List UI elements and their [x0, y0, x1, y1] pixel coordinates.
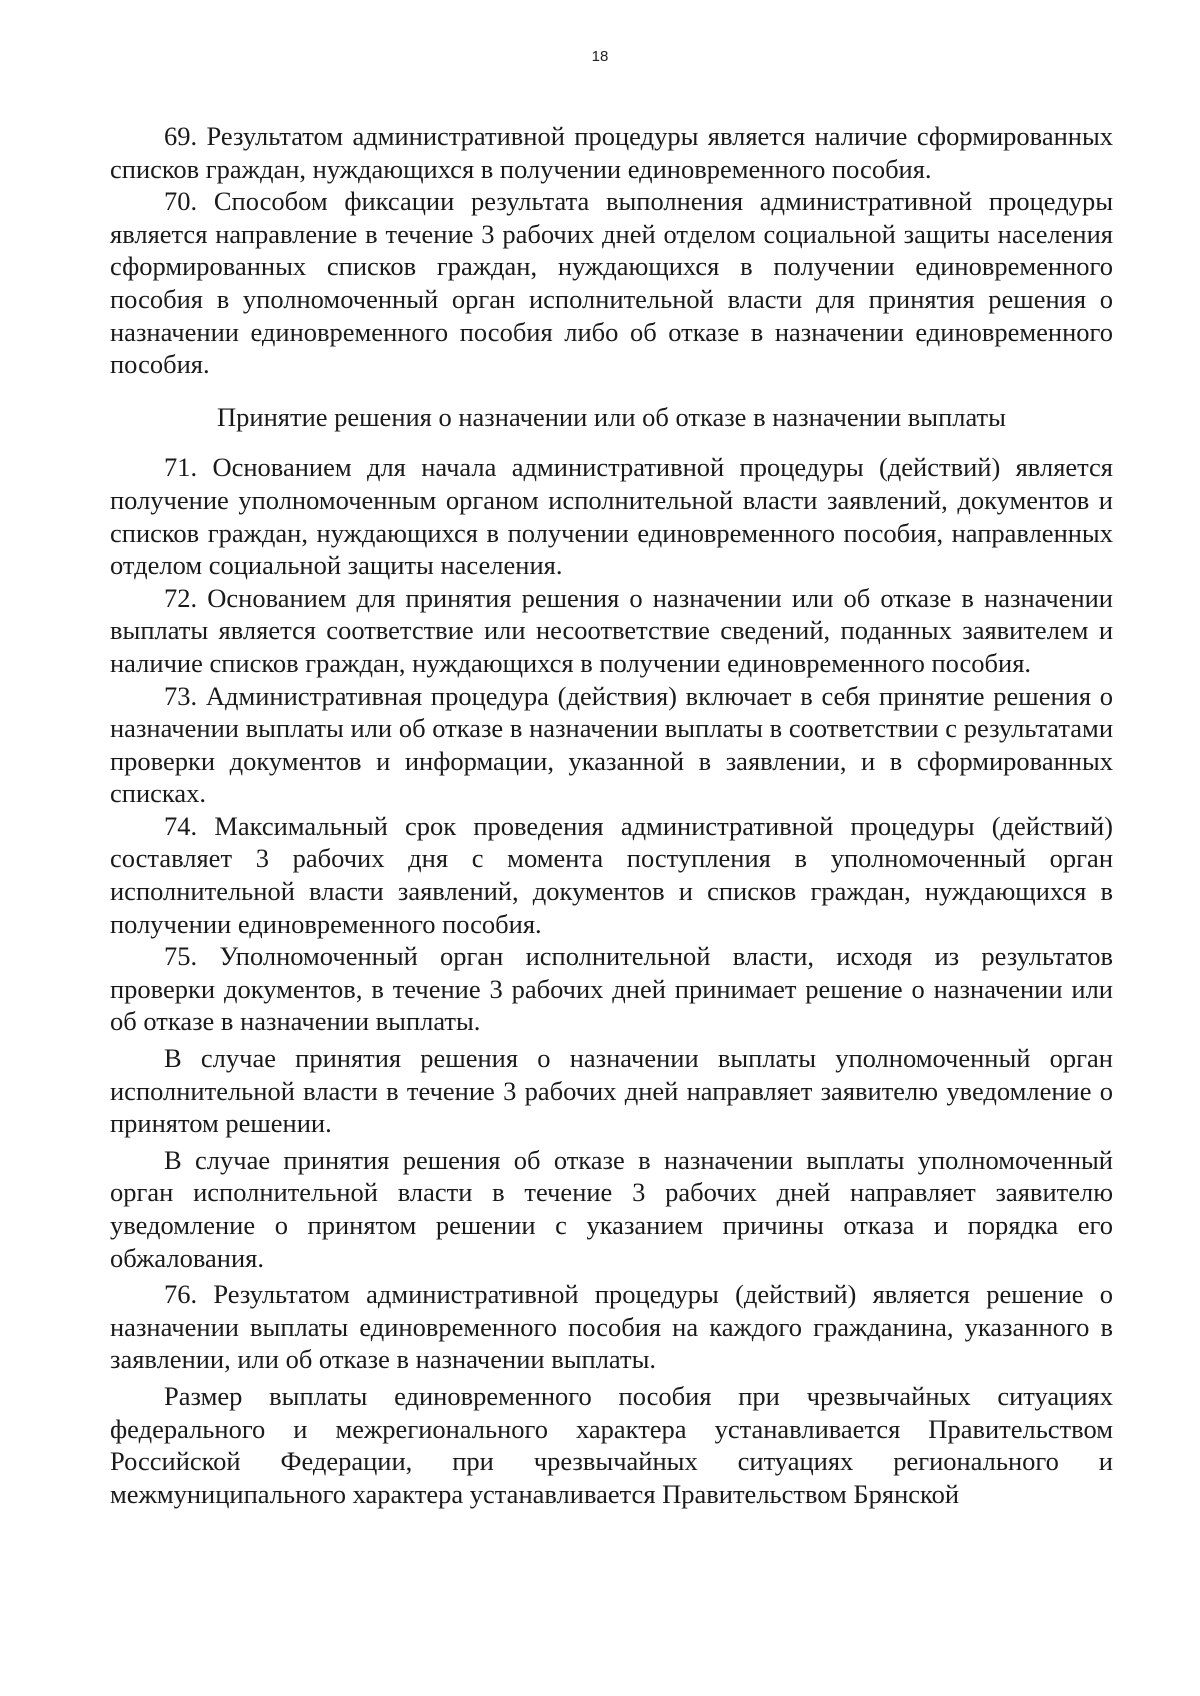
paragraph-72: 72. Основанием для принятия решения о назначении или об отказе в назначении выплаты является соответствие или несоответствие сведений, поданных заявителем и наличие списков граждан, нуждающихся в получении единовременного пособия. — [110, 582, 1113, 678]
paragraph-payment-size: Размер выплаты единовременного пособия при чрезвычайных ситуациях федерального и межрегионального характера устанавливается Правительством Российской Федерации, при чрезвычайных ситуациях регионального и межмуниципального характера устанавливается Правительством Брянской — [110, 1380, 1113, 1509]
paragraph-75: 75. Уполномоченный орган исполнительной власти, исходя из результатов проверки документов, в течение 3 рабочих дней принимает решение о назначении или об отказе в назначении выплаты. — [110, 941, 1113, 1037]
paragraph-70: 70. Способом фиксации результата выполнения административной процедуры является направление в течение 3 рабочих дней отделом социальной защиты населения сформированных списков граждан, нуждающихся в получении единовременного пособия в уполномоченный орган исполнительной власти для принятия решения о назначении единовременного пособия либо об отказе в назначении единовременного пособия. — [110, 186, 1113, 380]
paragraph-71: 71. Основанием для начала административной процедуры (действий) является получение уполномоченным органом исполнительной власти заявлений, документов и списков граждан, нуждающихся в получении единовременного пособия, направленных отделом социальной защиты населения. — [110, 452, 1113, 581]
spacer — [110, 381, 1113, 401]
section-title: Принятие решения о назначении или об отказе в назначении выплаты — [217, 401, 1006, 432]
paragraph-75-refusal: В случае принятия решения об отказе в назначении выплаты уполномоченный орган исполнительной власти в течение 3 рабочих дней направляет заявителю уведомление о принятом решении с указанием причины отказа и порядка его обжалования. — [110, 1144, 1113, 1273]
paragraph-73: 73. Административная процедура (действия) включает в себя принятие решения о назначении выплаты или об отказе в назначении выплаты в соответствии с результатами проверки документов и информации, указанной в заявлении, и в сформированных списках. — [110, 680, 1113, 809]
paragraph-75-assign: В случае принятия решения о назначении выплаты уполномоченный орган исполнительной власти в течение 3 рабочих дней направляет заявителю уведомление о принятом решении. — [110, 1043, 1113, 1139]
paragraph-76: 76. Результатом административной процедуры (действий) является решение о назначении выплаты единовременного пособия на каждого гражданина, указанного в заявлении, или об отказе в назначении выплаты. — [110, 1279, 1113, 1375]
document-body — [110, 120, 1113, 1510]
paragraph-74: 74. Максимальный срок проведения административной процедуры (действий) составляет 3 рабочих дня с момента поступления в уполномоченный орган исполнительной власти заявлений, документов и списков граждан, нуждающихся в получении единовременного пособия. — [110, 810, 1113, 939]
paragraph-69: 69. Результатом административной процедуры является наличие сформированных списков граждан, нуждающихся в получении единовременного пособия. — [110, 121, 1113, 184]
spacer — [110, 433, 1113, 451]
page-number: 18 — [591, 48, 609, 65]
